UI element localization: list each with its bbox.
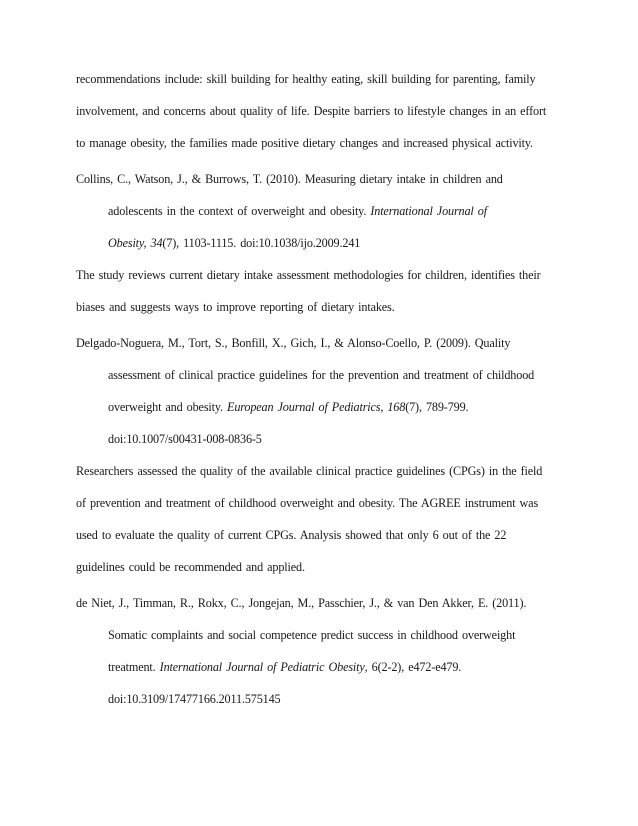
citation-text: adolescents in the context of overweight and obesity.	[108, 204, 371, 218]
text-line: to manage obesity, the families made positive dietary changes and increased physical activity.	[76, 136, 533, 150]
journal-title: Obesity, 34	[108, 236, 163, 250]
citation-text: treatment.	[108, 660, 160, 674]
text-line: The study reviews current dietary intake assessment methodologies for children, identifies their	[76, 268, 541, 282]
citation-line	[108, 399, 468, 415]
citation-text: overweight and obesity.	[108, 400, 228, 414]
text-line: involvement, and concerns about quality of life. Despite barriers to lifestyle changes in an effort	[76, 104, 547, 118]
citation-line: Delgado-Noguera, M., Tort, S., Bonfill, X., Gich, I., & Alonso-Coello, P. (2009). Quality	[76, 336, 511, 350]
text-line: biases and suggests ways to improve reporting of dietary intakes.	[76, 300, 395, 314]
citation-line: Somatic complaints and social competence predict success in childhood overweight	[108, 628, 516, 642]
citation-line: doi:10.3109/17477166.2011.575145	[108, 692, 281, 706]
text-line: of prevention and treatment of childhood overweight and obesity. The AGREE instrument was	[76, 496, 539, 510]
journal-title: International Journal of	[370, 204, 487, 218]
citation-text: (7), 789-799.	[405, 400, 469, 414]
text-line: recommendations include: skill building for healthy eating, skill building for parenting, family	[76, 72, 536, 86]
text-line: guidelines could be recommended and applied.	[76, 560, 305, 574]
citation-line: Collins, C., Watson, J., & Burrows, T. (2010). Measuring dietary intake in children and	[76, 172, 503, 186]
citation-text: , 6(2-2), e472-e479.	[364, 660, 462, 674]
citation-line: de Niet, J., Timman, R., Rokx, C., Jongejan, M., Passchier, J., & van Den Akker, E. (2011).	[76, 596, 527, 610]
journal-title: European Journal of Pediatrics, 168	[227, 400, 406, 414]
citation-line: doi:10.1007/s00431-008-0836-5	[108, 432, 262, 446]
text-line: used to evaluate the quality of current CPGs. Analysis showed that only 6 out of the 22	[76, 528, 507, 542]
journal-title: International Journal of Pediatric Obesity	[159, 660, 365, 674]
text-line: Researchers assessed the quality of the available clinical practice guidelines (CPGs) in the field	[76, 464, 543, 478]
citation-line	[108, 203, 487, 219]
citation-line	[108, 235, 360, 251]
citation-line	[108, 659, 461, 675]
citation-line: assessment of clinical practice guidelines for the prevention and treatment of childhood	[108, 368, 535, 382]
citation-text: (7), 1103-1115. doi:10.1038/ijo.2009.241	[162, 236, 361, 250]
